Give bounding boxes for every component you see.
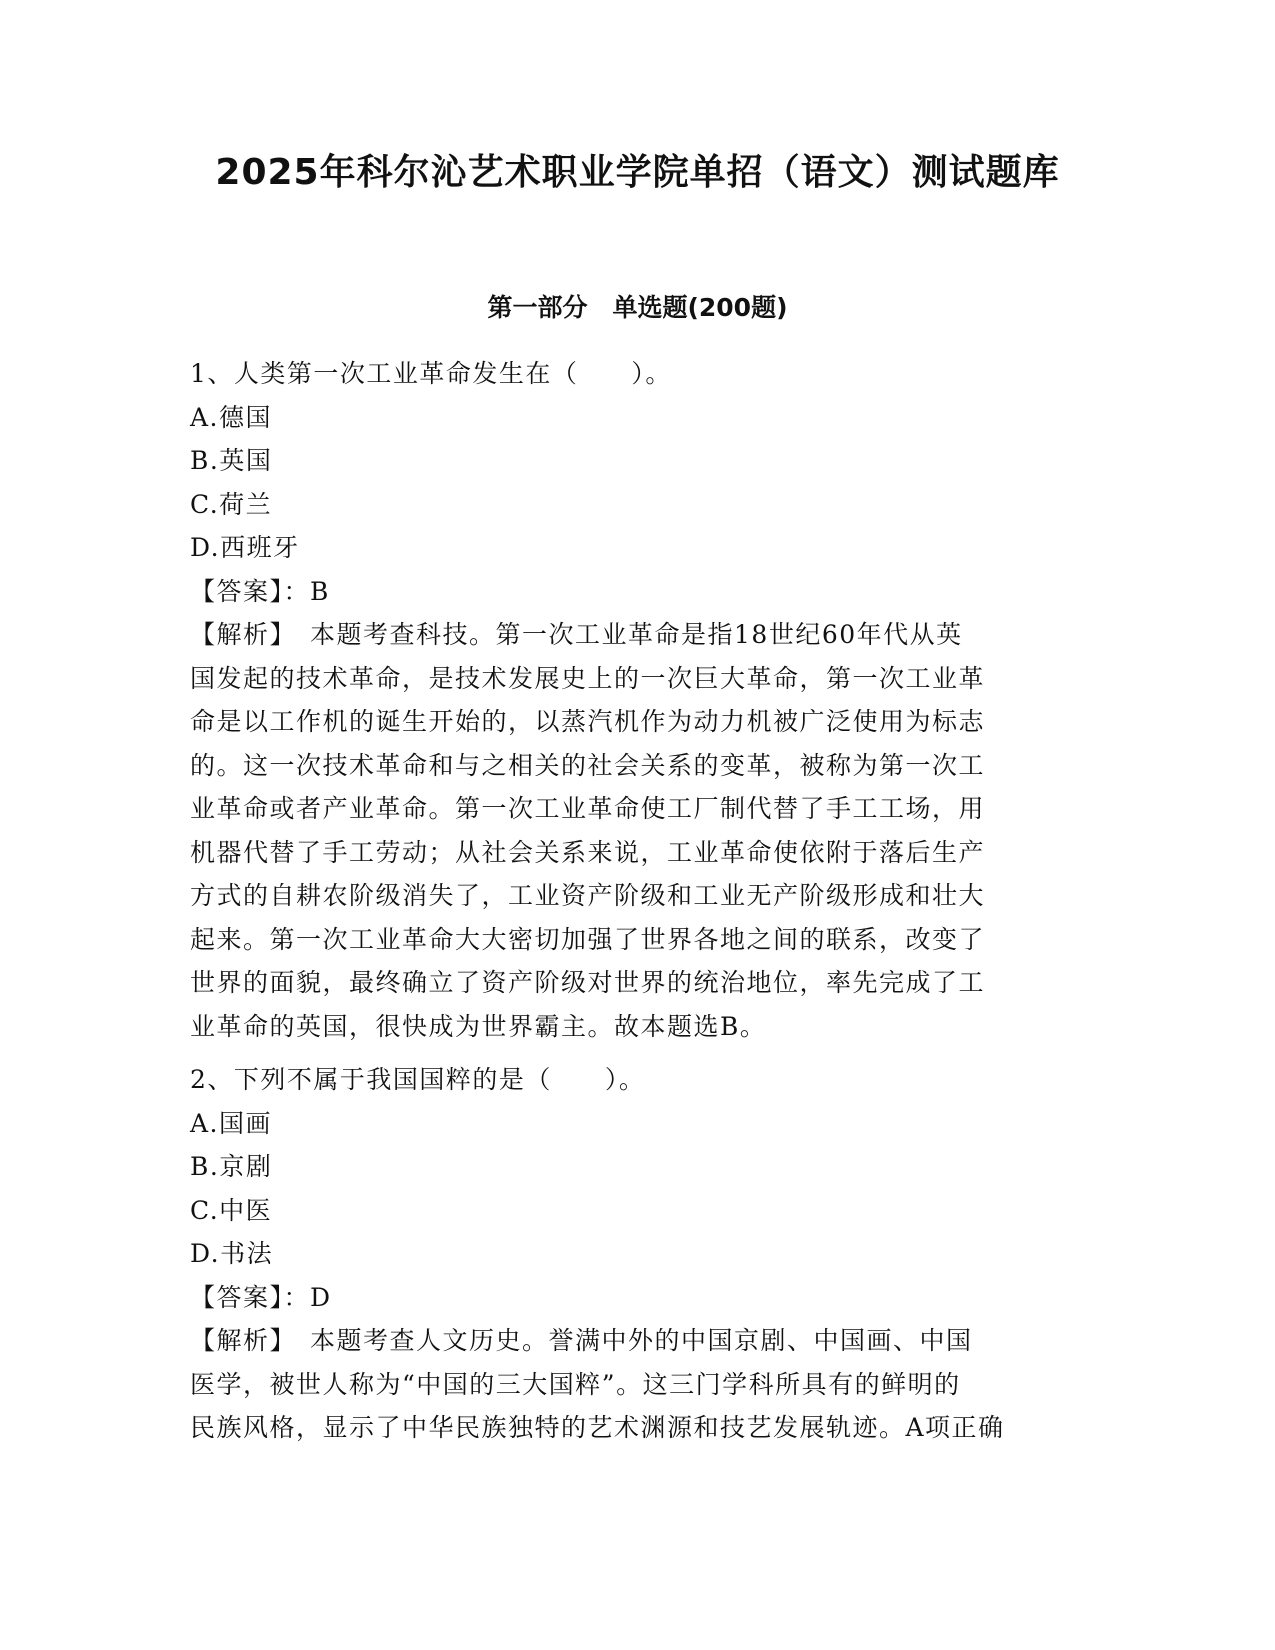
analysis-line: 方式的自耕农阶级消失了，工业资产阶级和工业无产阶级形成和壮大 [190,881,986,910]
option-c: C.中医 [190,1195,273,1225]
analysis-line: 【解析】 本题考查科技。第一次工业革命是指18世纪60年代从英 [190,620,963,649]
analysis-line: 业革命或者产业革命。第一次工业革命使工厂制代替了手工工场，用 [190,794,986,823]
analysis-line: 业革命的英国，很快成为世界霸主。故本题选B。 [190,1011,767,1041]
section-heading: 第一部分 单选题(200题) [487,293,788,322]
question-2 [190,1058,1090,1450]
analysis-line: 起来。第一次工业革命大大密切加强了世界各地之间的联系，改变了 [190,924,986,954]
analysis-line: 国发起的技术革命，是技术发展史上的一次巨大革命，第一次工业革 [190,663,986,693]
option-d: D.西班牙 [190,533,300,562]
analysis-line: 医学，被世人称为“中国的三大国粹”。这三门学科所具有的鲜明的 [190,1369,961,1399]
analysis-line: 【解析】 本题考查人文历史。誉满中外的中国京剧、中国画、中国 [190,1326,973,1355]
document-title: 2025年科尔沁艺术职业学院单招（语文）测试题库 [215,152,1060,193]
analysis-line: 民族风格，显示了中华民族独特的艺术渊源和技艺发展轨迹。A项正确 [190,1413,1005,1442]
analysis-text [190,613,1090,1048]
option-b: B.英国 [190,446,273,475]
question-spacer [190,1048,1090,1058]
analysis-line: 世界的面貌，最终确立了资产阶级对世界的统治地位，率先完成了工 [190,968,986,997]
option-a: A.德国 [190,402,273,432]
analysis-text [190,1319,1090,1450]
analysis-line: 的。这一次技术革命和与之相关的社会关系的变革，被称为第一次工 [190,750,986,780]
answer-line: 【答案】：B [190,576,330,606]
answer-line: 【答案】：D [190,1282,332,1312]
analysis-line: 命是以工作机的诞生开始的，以蒸汽机作为动力机被广泛使用为标志 [190,707,986,736]
option-d: D.书法 [190,1239,274,1268]
option-c: C.荷兰 [190,489,273,519]
option-b: B.京剧 [190,1152,273,1181]
question-1 [190,352,1090,1048]
question-list [190,352,1090,1450]
option-a: A.国画 [190,1108,273,1138]
analysis-line: 机器代替了手工劳动；从社会关系来说，工业革命使依附于落后生产 [190,837,986,867]
question-stem: 1、人类第一次工业革命发生在（ ）。 [190,359,672,388]
question-stem: 2、下列不属于我国国粹的是（ ）。 [190,1065,646,1094]
